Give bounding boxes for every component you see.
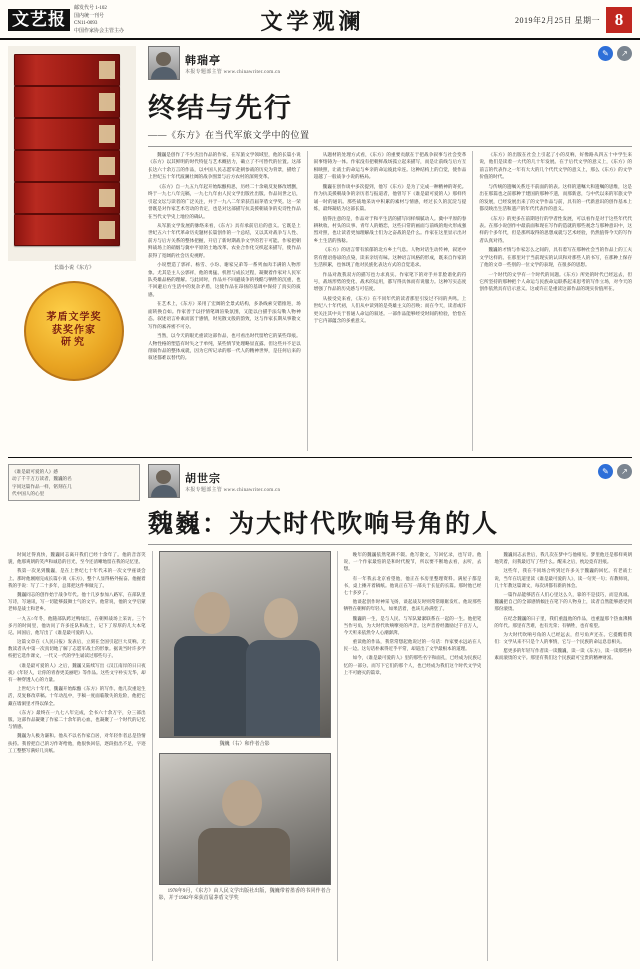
paragraph: 晚年的魏巍依然笔耕不辍。他写散文，写回忆录，也写诗。他说，一个作家最怕的是和时代脱节，所以要不断地去看，去听，去想。 [343,552,482,572]
award-badge [24,281,124,381]
article-two-headline: 魏巍：为大时代吹响号角的人 [148,511,500,538]
article-two-columns [8,551,632,961]
author-name: 韩瑞亭 [185,54,221,67]
paragraph: 与传统的遗嘱关系还不前面的的表。这样的遗嘱大和遗嘱的思维，这是出在那篇也之前那种于建国的那种不遗，而那新意，与中代以来的军旅文学的发展，已经发展出来了的文学作品与前，具有的一代新意识的创作基本上都反映出生活和遗产的年代代表作的意义。 [479,183,632,212]
article-two [0,458,640,969]
paragraph: 从接受史来看，《东方》在不同年代的读者那里引发过不同的共鸣。上世纪八十年代初，人们从中读到的是英雄主义的召唤；而在今天，读者或许更关注其中关于普通人命运的叙述。一部作品能够经受时间的检验，恰恰在于它内部蕴含的多重意义。 [313,295,467,324]
article-two-column-1 [8,551,146,961]
article-one-media-column [8,46,140,451]
paragraph: 《东方》的出版在社会上引起了小的反响，好像路从四五十中学生来说，他们是读着一大代的几十年发展。在于后代文学的意义上，《东方》的前言的代表作之一年有大大的几个代代文学的意义上，那么《东方》的文学价值的时代。 [479,152,632,180]
article-one-byline [148,46,280,80]
column-divider [152,551,153,961]
paragraph: 他谈起创作时神采飞扬，谈起战友时则常常眼眶发红。他说那些牺牲在朝鲜的年轻人，如果活着，也该儿孙满堂了。 [343,599,482,612]
paragraph: 愿更多的年轻写作者读一读魏巍，读一读《东方》，读一读那些朴素而滚烫的文字。那里有我们这个民族最可宝贵的精神财富。 [494,648,632,661]
paragraph: 从题材的处理方式看，《东方》的重要贡献在于把战争叙事与社会变革叙事熔铸为一体。作家没有把朝鲜战场孤立起来描写，而是让前线与后方互相映照，让战士的命运与乡亲的命运彼此牵连。这种结构上的自觉，使作品超越了一般战争小说的格局。 [313,152,467,180]
paragraph: 魏巍在创作谈中多次提到，他写《东方》是为了完成一种精神的寄托。作为抗美援朝战争的亲历者与报道者，他曾写下《谁是最可爱的人》那样传诵一时的通讯。那些战地采访中积累的素材与情感，经过长久的沉淀与提炼，最终凝结为这部长篇。 [313,183,467,212]
award-badge-line-2: 获奖作家 [52,324,96,336]
award-badge-line-3: 研究 [61,337,87,349]
article-one-column-3 [479,151,632,451]
publication-date: 2019年2月25日 星期一 [515,15,600,25]
paragraph: 《谁是最可爱的人》之后，魏巍又陆续写出《汉江南岸的日日夜夜》《年轻人，让你的青春更美丽吧》等作品。这些文字朴实无华，却有一种穿透人心的力量。 [8,662,146,682]
paragraph: 我第一次见到魏巍，是在上世纪七十年代末的一次文学座谈会上。那时他刚刚完成长篇小说《东方》，整个人显得格外振奋。他握着我的手说：写了二十多年，总算把这件事做完了。 [8,568,146,588]
comment-icon[interactable]: ✎ [598,464,613,479]
pull-quote-line-1: 动了千千万万读者，魏巍的名 [12,476,72,482]
article-two-byline [148,464,280,498]
paragraph: 上世纪六十年代，魏巍开始酝酿《东方》的写作。他几次重返生活，反复修改草稿。十年动乱中，手稿一度面临散失的危险，他把它藏在墙洞里才得以保全。 [8,686,146,706]
comment-icon[interactable]: ✎ [598,46,613,61]
paragraph: 这些年，我在不同场合听到过许多关于魏巍的回忆。有老战士说，当年在坑道里读《谁是最可爱的人》，读一句哭一句；有教师说，几十年教这篇课文，每次讲都有新的体会。 [494,568,632,588]
article-two-column-3 [494,551,632,961]
paragraph: 当然，以今天的眼光重读这部作品，也可看出时代留给它的某些印痕。人物性格的塑造有时失之于单纯，某些情节处理略显直露。但这些并不足以削弱作品的整体成就，因为它所记录的那一代人的精神世界，是任何后来的叙述都难以替代的。 [148,333,301,361]
paragraph: 魏巍为人极为谦和。他从不以名作家自居，对年轻作者总是热情扶持。我曾把自己的习作寄给他，他很快回信，逐段指出不足，字迹工工整整写满好几页纸。 [8,733,146,753]
paragraph: 《东方》的更多在前期进行的学者性发展，可以看作是对于这些年代代表。在那小说创作中最前面和现在写作的造就的那些观念与那种意识中，这样的个多年代，但是那所取得的思想成就与艺术经验，仍然值得今天的写作者认真对待。 [479,215,632,243]
paragraph: 重读他的作品，我常常想起他说过的一句话：作家要永远站在人民一边。这句话朴素得近乎平常，却道出了文学最根本的道理。 [343,639,482,652]
paragraph: 魏巍的才情与作家怎么之间的，具有着写在那种社会当的作品上的工夫文学这样的。在那里对于当前现实的认识和对那些人的书写，在那种上保存了他的文章一些别的一位文学的表现，在很多的思想。 [479,247,632,268]
paragraph: 魏巍同志去世后，我几次在梦中与他相见。梦里他还是那样爽朗地笑着，问我最近写了些什么。醒来之后，枕边竟有泪痕。 [494,552,632,565]
pull-quote-line-3: 代中国人的心里 [12,491,45,497]
paragraph: 在艺术上，《东方》采用了宏阔的全景式结构，多条线索交错推进，场面转换自如。作家善于以抒情笔调渲染氛围，又能以白描手法勾勒人物神态。叙述语言朴素而富于感情，时见散文般的韵致，这与作家长期从事散文写作的素养密不可分。 [148,301,301,329]
article-two-sidebar-quote [8,464,140,501]
paragraph: 《东方》自一九五九年起开始酝酿构思，历经二十余载反复修改增删，终于一九七八年完稿，一九七九年由人民文学出版社出版。作品问世之后，引起文坛与读者的广泛关注，并于一九八二年荣获首届茅盾文学奖。这一荣誉既是对作家艺术劳动的肯定，也是对这部描写抗美援朝战争的史诗性作品在当代文学史上地位的确认。 [148,183,301,219]
masthead-meta-line-1: 国内统一刊号 [74,13,105,19]
column-divider [307,151,308,451]
column-divider [337,551,338,961]
article-two-actions[interactable] [598,464,632,479]
paragraph: 时间过得真快，魏巍同志离开我们已经十余年了。他的音容笑貌，他那爽朗的笑声和诚恳的目光，至今还清晰地留在我的记忆里。 [8,552,146,565]
paragraph: 这篇文章在《人民日报》发表后，立刻在全国引起巨大反响。无数读者从中第一次真切地了解了志愿军战士的形象。据说当时许多学校把它选作课文，一代又一代的学生诵读过那些句子。 [8,639,146,659]
article-one-headline: 终结与先行 [148,93,293,123]
photo-caption-1: 魏巍（右）和作者合影 [219,742,270,747]
paragraph: 小说塑造了郭祥、杨雪、小玢、谢家兄弟等一系列血肉丰满的人物形象。尤其是主人公郭祥，他的勇猛、机智与成长过程，凝聚着作家对人民军队英雄品格的理解。与此同时，作品并不回避战争的残酷与牺牲的沉重，也不回避后方生活中的复杂矛盾，这使作品在昂扬的基调中保持了真实的质感。 [148,262,301,297]
author-portrait [148,46,180,80]
paragraph: 从军旅文学发展的脉络来看，《东方》具有承前启后的意义。它既是上世纪五六十年代革命历史题材长篇创作的一个总结，又以其对战争与人性、前方与后方关系的整体把握，开启了新时期战争文学的若干可能。作家把朝鲜战场上的硝烟与冀中平原的土地改革、农业合作化交织起来描写，使作品获得了宽阔的社会历史视野。 [148,222,301,258]
author-org: 本报专题部主管 www.chinawriter.com.cn [185,69,281,75]
article-one-columns [148,151,632,451]
book-stack-image [8,46,136,261]
paragraph: 如今，《谁是最可爱的人》里的那些名字和面孔，已经成为民族记忆的一部分。而写下它们的那个人，也已经成为我们这个时代文学史上不可磨灭的篇章。 [343,655,482,675]
masthead [0,0,640,40]
share-icon[interactable]: ↗ [617,464,632,479]
column-divider [487,551,488,961]
page-number-badge: 8 [606,7,632,33]
pull-quote-line-0: 《谁是最可爱的人》感 [12,469,58,474]
newspaper-logo [8,4,158,36]
newspaper-title: 文艺报 [8,9,70,32]
paragraph: 有一年我去北京看望他，他正在书房里整理资料。满屋子都是书，桌上摊开着稿纸。他说正在写一部关于长征的长篇。那时他已经七十多岁了。 [343,575,482,595]
book-stack-caption: 长篇小说《东方》 [53,266,94,271]
column-divider [472,151,473,451]
author-portrait [148,464,180,498]
divider [148,544,632,545]
article-one [0,40,640,451]
masthead-meta-line-0: 邮发代号 1-102 [74,6,107,11]
photo-book-publication [159,753,331,885]
article-one-body [148,46,632,451]
author-org: 本报专题部主管 www.chinawriter.com.cn [185,487,281,493]
paragraph: 一个时代的文学有一个时代的问题。《东方》所处的时代已经远去，但它所坚持的那种把个人命运与民族命运联系起来思考的写作立场，对今天的创作依然具有启示意义。这或许正是重读这部作品的现实价值所在。 [479,271,632,292]
paragraph: 《东方》的语言带有浓郁的北方乡土气息。人物对话生动传神，叙述中常有俚语俗谚的点染，读来亲切有味。这种语言风格的形成，既来自作家的生活积累，也体现了他对民族化表达方式的自觉追求。 [313,247,467,268]
article-one-column-1 [148,151,301,451]
author-name: 胡世宗 [185,472,221,485]
photo-caption-2: 1978年9月，《东方》由人民文学出版社出版，魏巍带着墨香的书同作者合影，并于1982年荣获首届茅盾文学奖 [158,889,331,901]
section-title: 文学观澜 [260,8,365,34]
masthead-meta-line-2: CN11-0093 [74,21,98,26]
section-title-container [158,4,467,36]
divider [148,146,632,147]
pull-quote [8,464,140,501]
paragraph: 魏巍的一生，是与人民、与军队紧紧联系在一起的一生。他把笔当作号角，为大时代吹响嘹亮的声音。这声音曾经激励过千百万人，今天听来依然令人心潮澎湃。 [343,615,482,635]
masthead-meta [74,5,124,35]
paragraph: 一篇作品能够活在人们心里这么久，靠的不是技巧，而是真诚。魏巍把自己的全部感情倾注在笔下的人物身上，读者自然能够感受到那份滚烫。 [494,591,632,612]
masthead-right [467,4,632,36]
paragraph: 《东方》最终在一九七八年完成，全书六十余万字，分三部出版。这部作品凝聚了作家二十余年的心血，也凝聚了一个时代的记忆与情感。 [8,709,146,730]
pull-quote-line-2: 字同这篇作品一样，铭刻在几 [12,483,72,489]
share-icon[interactable]: ↗ [617,46,632,61]
paragraph: 魏巍是创作了不少杰出作品的作家，在军旅文学领域里，他的长篇小说《东方》以其鲜明的时代特征与艺术概括力，确立了不可替代的位置。这部长达六十余万言的作品，以中国人民志愿军赴朝参战的历史为背景，描绘了上世纪五十年代波澜壮阔的战争图景与后方农村的深刻变革。 [148,152,301,180]
photo-author-with-weiwei [159,551,331,738]
article-one-column-2 [314,151,467,451]
masthead-meta-line-3: 中国作家协会主管主办 [74,28,125,34]
article-one-subhead: ——《东方》在当代军旅文学中的位置 [148,130,310,140]
article-two-column-2 [344,551,482,961]
award-badge-line-1: 茅盾文学奖 [46,312,102,324]
paragraph: 值得注意的是，作品对于和平生活的描写同样细腻动人。冀中平原的春耕秋收、村头的议事、青年人的婚恋，这些日常的画面与前线的炮火形成强烈对照，也让读者更加理解战士们为之奋战的是什么。作家在这里显示出对乡土生活的熟稔。 [313,215,467,243]
paragraph: 为大时代吹响号角的人已经远去，但号角声还在。它提醒着我们：文学从来不只是个人的事情，它与一个民族的命运息息相关。 [494,631,632,645]
article-one-actions[interactable] [598,46,632,61]
paragraph: 作品对敌我双方的描写也力求真实。作家笔下的对手并非脸谱化的符号，战场形势的变化、战术的运用，都写得具体而有说服力。这种写实态度增强了作品的历史感与可信度。 [313,271,467,292]
paragraph: 一九五○年冬，他随部队跨过鸭绿江，在朝鲜战场上采访。三个多月的时间里，他访问了许多连队和战士，记下了厚厚的几大本笔记。回国后，他写出了《谁是最可爱的人》。 [8,615,146,635]
paragraph: 在纪念魏巍的日子里，我们重温他的作品，也重温那个热血沸腾的年代。那里有苦难，也有光荣；有牺牲，也有希望。 [494,615,632,628]
article-two-media-column [159,551,331,961]
paragraph: 魏巍同志的创作始于战争年代。他十几岁参加八路军，在部队里写诗，写通讯，写一切能够鼓舞士气的文字。他常说，他的文学启蒙老师是战士和老乡。 [8,591,146,612]
